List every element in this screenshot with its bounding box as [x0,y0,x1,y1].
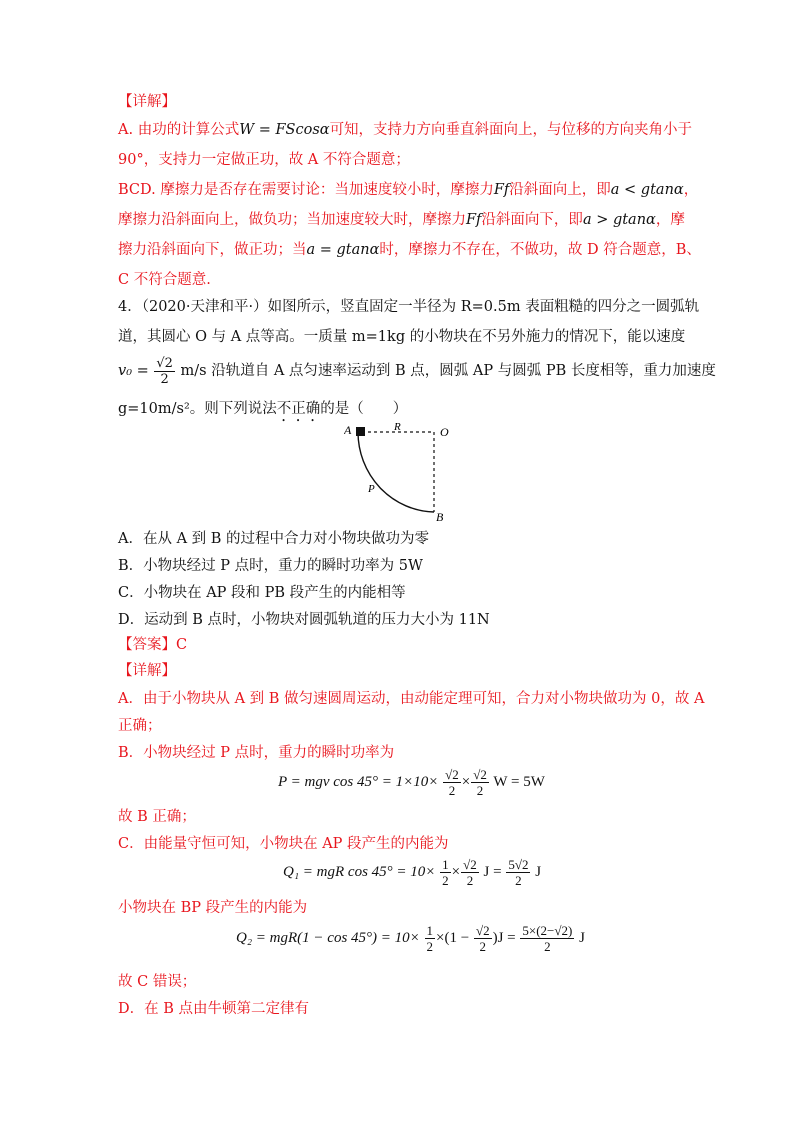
text: ， [683,182,699,198]
fraction [474,923,492,954]
text: 可知，支持力方向垂直斜面向上，与位移的方向夹角小于 [329,122,693,138]
denominator: 2 [479,939,486,955]
option-d: D．运动到 B 点时，小物块对圆弧轨道的压力大小为 11N [118,612,490,628]
formula-text: J [535,864,542,880]
numerator: 5√2 [508,857,529,873]
speed-fraction [154,356,175,387]
text: 摩擦力沿斜面向上，做负功；当加速度较大时，摩擦力 [118,212,466,228]
text: 擦力沿斜面向下，做正功；当 [118,242,307,258]
detail-b-line1: B．小物块经过 P 点时，重力的瞬时功率为 [118,745,395,761]
label-o: O [440,425,449,439]
explanation-heading-1: 【详解】 [118,94,176,110]
fraction [440,857,451,888]
friction-symbol: Ff [493,182,510,198]
option-c: C．小物块在 AP 段和 PB 段产生的内能相等 [118,585,406,601]
question-line2: 道，其圆心 O 与 A 点等高。一质量 m=1kg 的小物块在不另外施力的情况下，能以速度 [118,329,686,345]
fraction [506,857,530,888]
detail-c-line3: 故 C 错误； [118,974,197,990]
label-b: B [436,510,444,522]
explanation-bcd-line2 [118,210,685,230]
numerator: 1 [442,857,449,873]
condition-2: a > gtanα [582,212,656,228]
fraction [461,857,479,888]
detail-d-line1: D．在 B 点由牛顿第二定律有 [118,1001,309,1017]
fraction [471,767,489,798]
explanation-bcd-line4: C 不符合题意. [118,272,211,288]
formula-text: P = mgv cos 45° = 1×10× [278,774,439,790]
text: BCD. 摩擦力是否存在需要讨论：当加速度较小时，摩擦力 [118,182,494,198]
answer-label: 【答案】C [118,637,188,653]
denominator: 2 [544,939,551,955]
option-b: B．小物块经过 P 点时，重力的瞬时功率为 5W [118,558,423,574]
text: 时，摩擦力不存在，不做功，故 D 符合题意，B、 [379,242,701,258]
formula-text: Q₁ = mgR cos 45° = 10× [283,864,436,880]
question-line3 [118,354,716,388]
explanation-a-line [118,120,692,140]
question-line1: 4．（2020·天津和平·）如图所示，竖直固定一半径为 R=0.5m 表面粗糙的四分之一圆弧轨 [118,299,700,315]
numerator: √2 [463,857,477,873]
condition-3: a = gtanα [306,242,380,258]
text: 沿斜面向上，即 [509,182,611,198]
formula-text: )J = [492,930,516,946]
text: g=10m/s²。则下列说法 [118,401,277,417]
block [356,427,365,436]
numerator: √2 [156,355,173,371]
explanation-bcd-line3 [118,240,701,260]
detail-b-line2: 故 B 正确； [118,809,196,825]
numerator: √2 [473,767,487,783]
detail-c-line2: 小物块在 BP 段产生的内能为 [118,900,308,916]
denominator: 2 [476,783,484,799]
denominator: 2 [426,939,434,955]
denominator: 2 [466,873,474,889]
v0-symbol: v₀ = [118,363,149,379]
label-r: R [394,422,401,433]
option-a: A．在从 A 到 B 的过程中合力对小物块做功为零 [118,531,430,547]
text: m/s 沿轨道自 A 点匀速率运动到 B 点，圆弧 AP 与圆弧 PB 长度相等，重力加速度 [180,363,716,379]
fraction [425,923,436,954]
explanation-a-line2: 90°，支持力一定做正功，故 A 不符合题意； [118,152,410,168]
power-formula: P = mgv cos 45° = 1×10× $\frac{√2}{2}$ × $\frac{√2}{2}$ W = 5W [278,767,545,799]
explanation-bcd-line1 [118,180,698,200]
formula-text: J = [483,864,502,880]
text: 的是（ ） [320,401,408,417]
denominator: 2 [442,873,449,889]
q1-formula: Q₁ = mgR cos 45° = 10× $\frac{1}{2}$ × $\frac{√2}{2}$ J = $\frac{5√2}{2}$ J [283,857,542,889]
arc-track [358,432,434,512]
text: 沿斜面向下，即 [481,212,583,228]
detail-a-line1: A．由于小物块从 A 到 B 做匀速圆周运动，由动能定理可知，合力对小物块做功为 0，故 A [118,691,705,707]
work-formula: W = FScosα [239,122,330,138]
detail-a-line2: 正确； [118,718,162,734]
label-a: A [344,423,352,437]
fraction [520,923,574,954]
numerator: 1 [426,923,434,939]
numerator: √2 [445,767,459,783]
explanation-heading-2: 【详解】 [118,663,176,679]
numerator: √2 [475,923,490,939]
fraction [443,767,461,798]
text: ，摩 [655,212,685,228]
formula-text: Q₂ = mgR(1 − cos 45°) = 10× [236,930,420,946]
q2-formula [236,918,585,958]
detail-c-line1: C．由能量守恒可知，小物块在 AP 段产生的内能为 [118,836,449,852]
formula-text: W = 5W [493,774,545,790]
denominator: 2 [448,783,456,799]
numerator: 5×(2−√2) [522,923,573,939]
label-p: P [368,483,375,495]
friction-symbol: Ff [466,212,482,228]
condition-1: a < gtanα [610,182,684,198]
text: A. 由功的计算公式 [118,122,240,138]
denominator: 2 [515,873,522,889]
formula-text: ×(1 − [436,930,470,946]
formula-text: J [579,930,585,946]
arc-track-figure [344,422,484,522]
denominator: 2 [160,371,169,387]
emphasis-text: 不正确 [276,401,321,417]
